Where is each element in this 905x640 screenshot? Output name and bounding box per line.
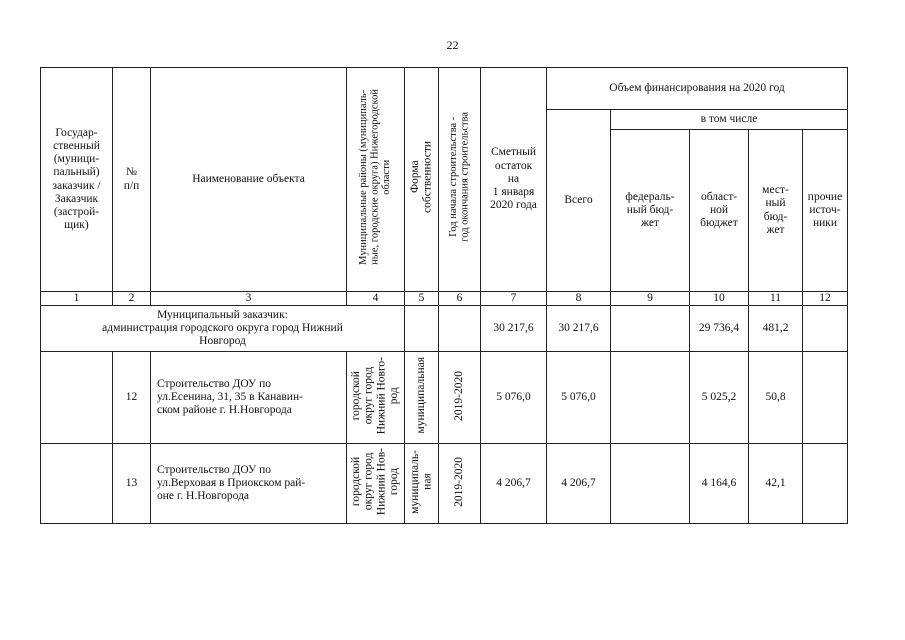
header-years: Год начала строительства - год окончания строительства — [439, 68, 481, 292]
row-district: городской округ город Нижний Новго- род — [347, 352, 405, 444]
row-local: 50,8 — [749, 352, 803, 444]
row-district: городской округ город Нижний Нов- город — [347, 444, 405, 524]
summary-ownership — [405, 306, 439, 352]
column-number: 5 — [405, 292, 439, 306]
header-local: мест- ный бюд- жет — [749, 130, 803, 292]
row-customer — [41, 352, 113, 444]
table-row — [41, 352, 848, 444]
row-ownership: муниципаль- ная — [405, 444, 439, 524]
summary-label: Муниципальный заказчик: администрация городского округа город Нижний Новгород — [41, 306, 405, 352]
summary-regional: 29 736,4 — [690, 306, 749, 352]
header-regional: област- ной бюджет — [690, 130, 749, 292]
summary-years — [439, 306, 481, 352]
header-object-name: Наименование объекта — [151, 68, 347, 292]
header-ownership: Форма собственности — [405, 68, 439, 292]
row-num: 13 — [113, 444, 151, 524]
summary-local: 481,2 — [749, 306, 803, 352]
page-number: 22 — [446, 38, 459, 52]
column-number: 1 — [41, 292, 113, 306]
column-number-row — [41, 292, 848, 306]
column-number: 8 — [547, 292, 611, 306]
row-remaining: 5 076,0 — [481, 352, 547, 444]
column-number: 4 — [347, 292, 405, 306]
header-row-1 — [41, 68, 848, 110]
header-including: в том числе — [611, 110, 848, 130]
summary-total: 30 217,6 — [547, 306, 611, 352]
column-number: 6 — [439, 292, 481, 306]
row-object-name: Строительство ДОУ по ул.Есенина, 31, 35 в Канавин- ском районе г. Н.Новгорода — [151, 352, 347, 444]
header-federal: федераль- ный бюд- жет — [611, 130, 690, 292]
table-row — [41, 444, 848, 524]
header-financing: Объем финансирования на 2020 год — [547, 68, 848, 110]
summary-row — [41, 306, 848, 352]
row-years: 2019-2020 — [439, 352, 481, 444]
row-federal — [611, 352, 690, 444]
column-number: 11 — [749, 292, 803, 306]
row-customer — [41, 444, 113, 524]
row-total: 4 206,7 — [547, 444, 611, 524]
column-number: 7 — [481, 292, 547, 306]
column-number: 2 — [113, 292, 151, 306]
header-remaining: Сметный остаток на 1 января 2020 года — [481, 68, 547, 292]
row-regional: 5 025,2 — [690, 352, 749, 444]
column-number: 10 — [690, 292, 749, 306]
row-ownership: муниципальная — [405, 352, 439, 444]
financing-table — [40, 67, 848, 524]
column-number: 12 — [803, 292, 848, 306]
row-years: 2019-2020 — [439, 444, 481, 524]
header-num: № п/п — [113, 68, 151, 292]
column-number: 9 — [611, 292, 690, 306]
summary-remaining: 30 217,6 — [481, 306, 547, 352]
row-total: 5 076,0 — [547, 352, 611, 444]
header-other: прочие источ- ники — [803, 130, 848, 292]
summary-other — [803, 306, 848, 352]
row-num: 12 — [113, 352, 151, 444]
header-total: Всего — [547, 110, 611, 292]
row-other — [803, 352, 848, 444]
row-remaining: 4 206,7 — [481, 444, 547, 524]
row-regional: 4 164,6 — [690, 444, 749, 524]
summary-federal — [611, 306, 690, 352]
row-federal — [611, 444, 690, 524]
header-districts: Муниципальные районы (муниципаль- ные, городские округа) Нижегородской области — [347, 68, 405, 292]
row-other — [803, 444, 848, 524]
row-local: 42,1 — [749, 444, 803, 524]
column-number: 3 — [151, 292, 347, 306]
header-customer: Государ- ственный (муници- пальный) заказчик / Заказчик (застрой- щик) — [41, 68, 113, 292]
row-object-name: Строительство ДОУ по ул.Верховая в Приокском рай- оне г. Н.Новгорода — [151, 444, 347, 524]
